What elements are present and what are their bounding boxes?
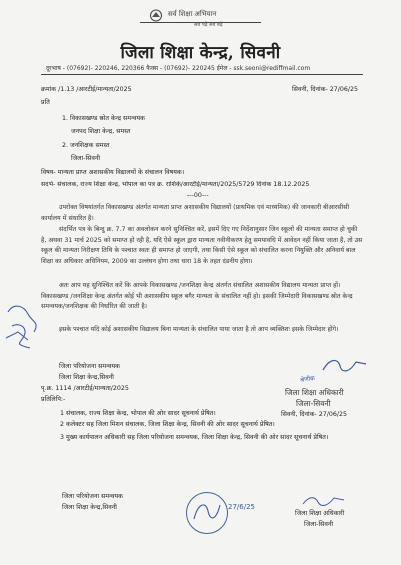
stamp-date-handwritten: 27/6/25	[228, 503, 255, 511]
reference-line: सदर्भ- संचालक, राज्य शिक्षा केन्द्र, भोपाल का पत्र क्र. राशिके/आरटीई/मान्यता/2025/5729 दिनांक 18.12.2025	[41, 181, 310, 188]
copy-item-2: 2 कलेक्टर सह जिला मिशन संचालक, जिला शिक्षा केन्द्र, सिवनी की ओर सादर सूचनार्थ प्रेषित।	[60, 421, 275, 428]
addressee-1-sub: जनपद शिक्षा केन्द्र, समस्त	[71, 128, 131, 135]
deo-district: जिला-सिवनी	[296, 399, 331, 408]
addressee-2-sub: जिला-सिवनी	[71, 155, 100, 162]
office-title: जिला शिक्षा केन्द्र, सिवनी	[120, 43, 281, 63]
dpc-office: जिला शिक्षा केन्द्र,सिवनी	[59, 374, 114, 381]
deo-signature-scribble	[320, 354, 370, 376]
paragraph-4: इसके पश्चात यदि कोई अशासकीय विद्यालय बिना मान्यता के संचालित पाया जाता है तो आप व्यक्तिशः इसके जिम्मेदार होंगे।	[59, 326, 339, 333]
emblem-subtext: सब पढ़ें सब बढ़ें	[194, 22, 223, 28]
emblem-text: सर्व शिक्षा अभियान	[168, 10, 217, 18]
footer-dpc-designation: जिला परियोजना समन्वयक	[62, 493, 123, 500]
footer-dpc-office: जिला शिक्षा केन्द्र,सिवनी	[62, 504, 117, 511]
letterhead-emblem	[140, 9, 261, 23]
footer-deo-designation: जिला शिक्षा अधिकारी	[295, 510, 345, 517]
margin-annotation-scribble	[4, 292, 48, 354]
paragraph-2: संदर्भित पत्र के बिन्दु क्र. 7.7 का अवलोकन करने सुनिश्चित करें, इसमें दिए गए निर्देशानुसार जिन स्कूलों की मान्यता समाप्त हो चुकी है, अथवा 31 मार्च 2025 को समाप्त हो रही है, यदि ऐसे स्कूल द्वारा मान्यता नवीनीकरण हेतु समयावधि में आवेदन नहीं किया जाता है, तो उस स्कूल की मान्यता निरीक्षण तिथि के पश्चात स्वतः ही समाप्त हो जाएगी, तथा किसी ऐसे स्कूल को संचालित करना नियुक्ति और अनिवार्य बाल शिक्षा का अधिकार अधिनियम, 2009 का उल्लंघन होगा तथा धारा 18 के तहत दंडनीय होगा।	[41, 226, 363, 265]
deo-initials: श्रेणीक	[299, 375, 316, 384]
copy-to-label: प्रतिलिपि:-	[41, 396, 66, 403]
place-date: सिवनी, दिनांक- 27/06/25	[292, 86, 359, 93]
deo-date: सिवनी, दिनांक- 27/06/25	[281, 411, 348, 418]
ref-number: क्रमांक /1.13 /आरटीई/मान्यता/2025	[41, 86, 132, 93]
dpc-designation: जिला परियोजना समन्वयक	[59, 363, 120, 370]
contact-line: दूरभाष - (07692)- 220246, 220366 फैक्स - (07692)- 220245 ईमेल - ssk.seoni@rediffmail.com	[46, 65, 311, 72]
footer-deo-signature-scribble	[300, 492, 348, 510]
stamp-signature-scribble	[190, 497, 224, 527]
paragraph-3: अतः आप यह सुनिश्चित करें कि आपके विकासखण्ड /जनशिक्षा केन्द्र अंतर्गत संचालित अशासकीय विद्यालय मान्यता प्राप्त हों। विकासखण्ड /जनशिक्षा केन्द्र अंतर्गत कोई भी अशासकीय स्कूल बगैर मान्यता के संचालित नहीं हो। इसकी जिम्मेदारी विकासखण्ड स्रोत केन्द्र समन्वयक/जनशिक्षक की निर्धारित की जाती है।	[41, 282, 353, 310]
divider-text: ---00---	[187, 192, 209, 199]
copy-item-3: 3 मुख्य कार्यपालन अधिकारी सह जिला परियोजना समन्वयक, जिला शिक्षा केन्द्र, सिवनी की ओर सादर सूचनार्थ प्रेषित।	[60, 434, 329, 441]
deo-designation: जिला शिक्षा अधिकारी	[285, 388, 344, 397]
addressee-1: 1. विकासखण्ड स्रोत केन्द्र समन्वयक	[62, 115, 145, 122]
copy-item-1: 1 संचालक, राज्य शिक्षा केन्द्र, भोपाल की ओर सादर सूचनार्थ प्रेषित।	[60, 410, 216, 417]
ssa-emblem-icon	[146, 9, 166, 22]
prati-label: प्रति	[41, 99, 50, 106]
paragraph-1: उपरोक्त विषयांतर्गत विकासखण्ड अंतर्गत मान्यता प्राप्त अशासकीय विद्यालयों (प्राथमिक एवं माध्यमिक) की जानकारी बीआरसीसी कार्यालय में संधारित है।	[41, 204, 350, 222]
subject-line: विषय- मान्यता प्राप्त अशासकीय विद्यालयों के संचालन विषयक।	[41, 169, 185, 176]
footer-deo-district: जिला-सिवनी	[304, 521, 333, 528]
addressee-2: 2. जनशिक्षक समस्त	[62, 142, 110, 149]
endorsement-ref: पृ.क्र. 1114 /आरटीई/मान्यता/2025	[41, 385, 129, 392]
header-rule	[41, 74, 363, 75]
